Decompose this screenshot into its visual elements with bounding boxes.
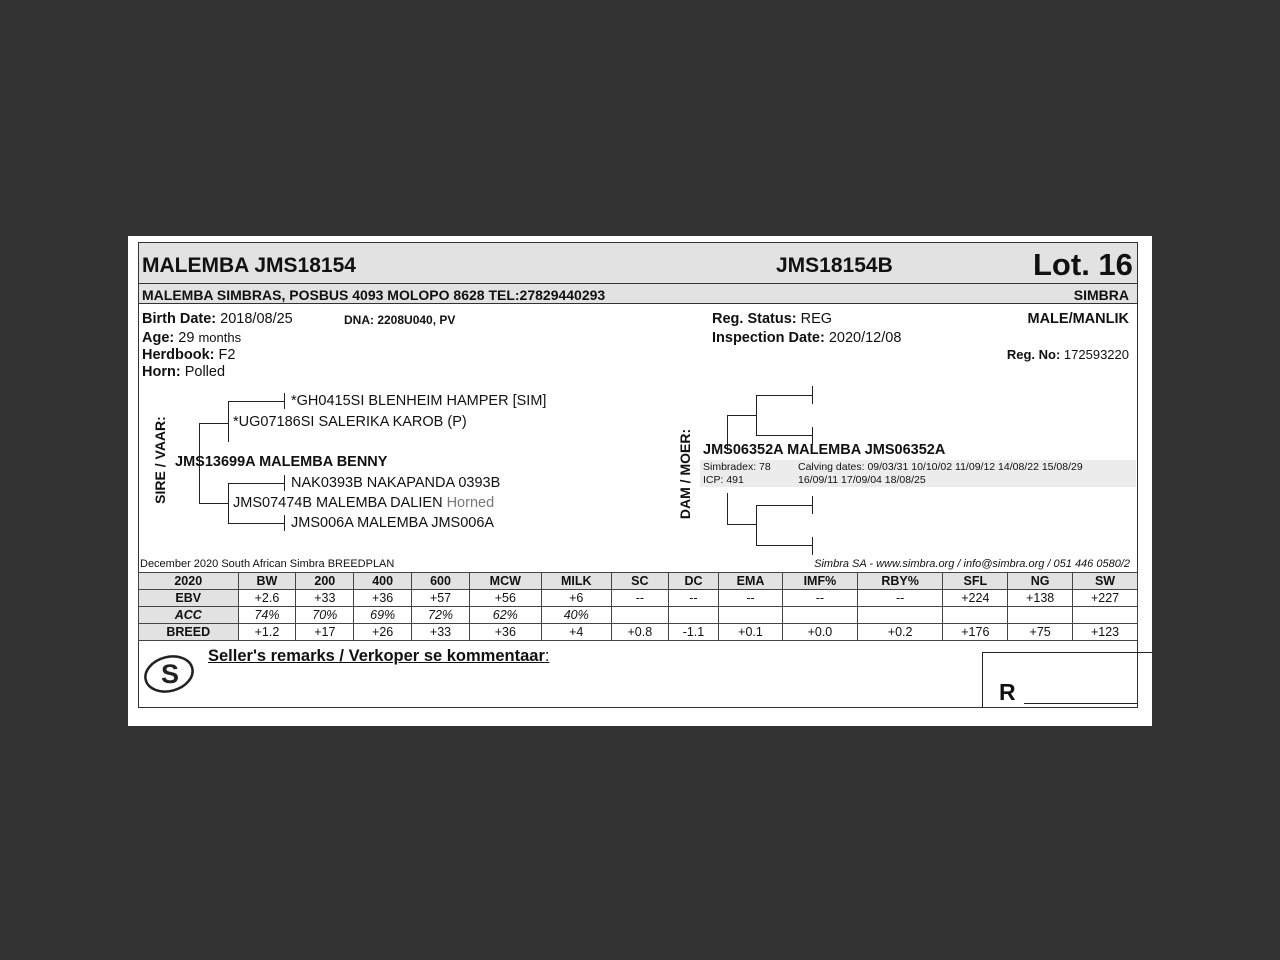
reg-number: Reg. No: 172593220 bbox=[1006, 347, 1129, 362]
ebv-col-header: MCW bbox=[469, 573, 541, 590]
inspection-date: Inspection Date: 2020/12/08 bbox=[712, 330, 902, 346]
ebv-col-header: MILK bbox=[541, 573, 611, 590]
sds-tick bbox=[284, 475, 285, 491]
breed-row bbox=[139, 624, 1138, 641]
table-cell: +4 bbox=[541, 624, 611, 641]
ebv-col-header: 200 bbox=[296, 573, 354, 590]
table-cell: +0.0 bbox=[783, 624, 858, 641]
ds-bracket-top bbox=[756, 395, 812, 396]
table-cell: +57 bbox=[412, 590, 470, 607]
horn-status: Horn: Polled bbox=[142, 364, 226, 380]
reg-status: Reg. Status: REG bbox=[712, 311, 833, 327]
ebv-col-header: 2020 bbox=[139, 573, 239, 590]
dam-bracket-lower bbox=[727, 493, 728, 525]
table-cell: +26 bbox=[354, 624, 412, 641]
breedplan-caption: December 2020 South African Simbra BREEDPLAN bbox=[140, 558, 395, 570]
table-cell: -- bbox=[783, 590, 858, 607]
table-cell: +2.6 bbox=[238, 590, 296, 607]
animal-name: MALEMBA JMS18154 bbox=[142, 254, 356, 277]
ss-bracket-top bbox=[228, 401, 284, 402]
lot-number: Lot. 16 bbox=[1033, 247, 1133, 282]
row-label: EBV bbox=[139, 590, 239, 607]
table-cell: +33 bbox=[412, 624, 470, 641]
birth-date: Birth Date: 2018/08/25 bbox=[142, 311, 293, 327]
sire-label: SIRE / VAAR: bbox=[152, 416, 168, 504]
table-cell: 70% bbox=[296, 607, 354, 624]
sire-sire-sire: *GH0415SI BLENHEIM HAMPER [SIM] bbox=[291, 393, 547, 409]
table-cell: +17 bbox=[296, 624, 354, 641]
table-cell: +176 bbox=[943, 624, 1008, 641]
table-cell bbox=[857, 607, 943, 624]
logo-letter: S bbox=[161, 659, 180, 689]
age: Age: 29 months bbox=[142, 330, 242, 346]
table-cell: -- bbox=[611, 590, 668, 607]
table-cell: -- bbox=[857, 590, 943, 607]
ebv-table bbox=[138, 572, 1138, 641]
price-box-corner bbox=[982, 707, 983, 708]
dd-bracket-bottom bbox=[756, 545, 812, 546]
table-cell bbox=[668, 607, 718, 624]
ebv-col-header: EMA bbox=[719, 573, 783, 590]
dna-info: DNA: 2208U040, PV bbox=[344, 313, 456, 327]
table-cell: +138 bbox=[1008, 590, 1073, 607]
lot-card bbox=[128, 236, 1152, 726]
table-cell: -- bbox=[668, 590, 718, 607]
breed-name: SIMBRA bbox=[1073, 287, 1129, 303]
animal-id: JMS18154B bbox=[776, 254, 893, 277]
simbra-logo bbox=[140, 648, 198, 696]
ss-bracket-vertical bbox=[228, 401, 229, 442]
sire-bracket-bottom bbox=[199, 503, 229, 504]
ebv-col-header: BW bbox=[238, 573, 296, 590]
table-cell: +36 bbox=[354, 590, 412, 607]
sire-dam-dam: JMS006A MALEMBA JMS006A bbox=[291, 515, 495, 531]
ebv-col-header: DC bbox=[668, 573, 718, 590]
table-cell: 40% bbox=[541, 607, 611, 624]
row-label: ACC bbox=[139, 607, 239, 624]
sire-bracket-top bbox=[199, 423, 229, 424]
ds-bracket-vertical bbox=[756, 395, 757, 436]
table-cell bbox=[943, 607, 1008, 624]
sellers-remarks-label: Seller's remarks / Verkoper se kommentaar: bbox=[208, 647, 550, 665]
ds-bracket-bottom bbox=[756, 435, 812, 436]
price-box-left bbox=[982, 652, 983, 708]
dam-calving-dates: Calving dates: 09/03/31 10/10/02 11/09/12 14/08/22 15/08/29 bbox=[798, 461, 1083, 473]
sd-bracket-bottom bbox=[228, 523, 284, 524]
sire-dam: JMS07474B MALEMBA DALIEN Horned bbox=[233, 495, 495, 511]
ebv-col-header: IMF% bbox=[783, 573, 858, 590]
sire-dam-sire: NAK0393B NAKAPANDA 0393B bbox=[291, 475, 501, 491]
dds-tick bbox=[812, 496, 813, 514]
sdd-tick bbox=[284, 515, 285, 531]
price-box-top bbox=[982, 652, 1152, 653]
table-cell: +36 bbox=[469, 624, 541, 641]
sex: MALE/MANLIK bbox=[1027, 311, 1129, 327]
dam-bracket-bottom bbox=[727, 524, 757, 525]
table-cell: +75 bbox=[1008, 624, 1073, 641]
sss-tick bbox=[284, 393, 285, 409]
acc-row bbox=[139, 607, 1138, 624]
row-label: BREED bbox=[139, 624, 239, 641]
sire-sire: *UG07186SI SALERIKA KAROB (P) bbox=[233, 414, 467, 430]
table-cell: -1.1 bbox=[668, 624, 718, 641]
table-cell: +227 bbox=[1073, 590, 1138, 607]
table-cell bbox=[719, 607, 783, 624]
ebv-col-header: RBY% bbox=[857, 573, 943, 590]
herdbook: Herdbook: F2 bbox=[142, 347, 236, 363]
ebv-col-header: SW bbox=[1073, 573, 1138, 590]
table-cell: +1.2 bbox=[238, 624, 296, 641]
dd-bracket-vertical bbox=[756, 505, 757, 546]
table-cell: +33 bbox=[296, 590, 354, 607]
table-cell: +56 bbox=[469, 590, 541, 607]
table-cell: -- bbox=[719, 590, 783, 607]
dss-tick bbox=[812, 386, 813, 404]
ddd-tick bbox=[812, 537, 813, 555]
price-symbol: R bbox=[999, 679, 1016, 705]
table-cell: +224 bbox=[943, 590, 1008, 607]
table-cell: +0.8 bbox=[611, 624, 668, 641]
sire-name: JMS13699A MALEMBA BENNY bbox=[175, 454, 388, 470]
table-cell: +0.1 bbox=[719, 624, 783, 641]
association-contact: Simbra SA - www.simbra.org / info@simbra.org / 051 446 0580/2 bbox=[814, 558, 1130, 570]
table-cell: +123 bbox=[1073, 624, 1138, 641]
dam-label: DAM / MOER: bbox=[677, 428, 693, 520]
ebv-col-header: 600 bbox=[412, 573, 470, 590]
table-cell bbox=[783, 607, 858, 624]
dam-bracket-top bbox=[727, 415, 757, 416]
ebv-row bbox=[139, 590, 1138, 607]
ebv-col-header: SC bbox=[611, 573, 668, 590]
breeder-address: MALEMBA SIMBRAS, POSBUS 4093 MOLOPO 8628 TEL:27829440293 bbox=[142, 287, 606, 303]
ebv-col-header: SFL bbox=[943, 573, 1008, 590]
table-cell: 62% bbox=[469, 607, 541, 624]
table-cell: +0.2 bbox=[857, 624, 943, 641]
dam-icp: ICP: 491 bbox=[703, 474, 744, 486]
dam-calving-dates-cont: 16/09/11 17/09/04 18/08/25 bbox=[798, 474, 926, 486]
table-cell bbox=[1008, 607, 1073, 624]
table-cell: 74% bbox=[238, 607, 296, 624]
price-line bbox=[1024, 703, 1137, 704]
ebv-header-row bbox=[139, 573, 1138, 590]
table-cell bbox=[611, 607, 668, 624]
dam-name: JMS06352A MALEMBA JMS06352A bbox=[703, 442, 946, 458]
table-cell: 72% bbox=[412, 607, 470, 624]
dd-bracket-top bbox=[756, 505, 812, 506]
ebv-col-header: 400 bbox=[354, 573, 412, 590]
ebv-col-header: NG bbox=[1008, 573, 1073, 590]
sd-bracket-top bbox=[228, 483, 284, 484]
dam-simbradex: Simbradex: 78 bbox=[703, 461, 771, 473]
table-cell: 69% bbox=[354, 607, 412, 624]
table-cell bbox=[1073, 607, 1138, 624]
table-cell: +6 bbox=[541, 590, 611, 607]
sd-bracket-vertical bbox=[228, 483, 229, 524]
